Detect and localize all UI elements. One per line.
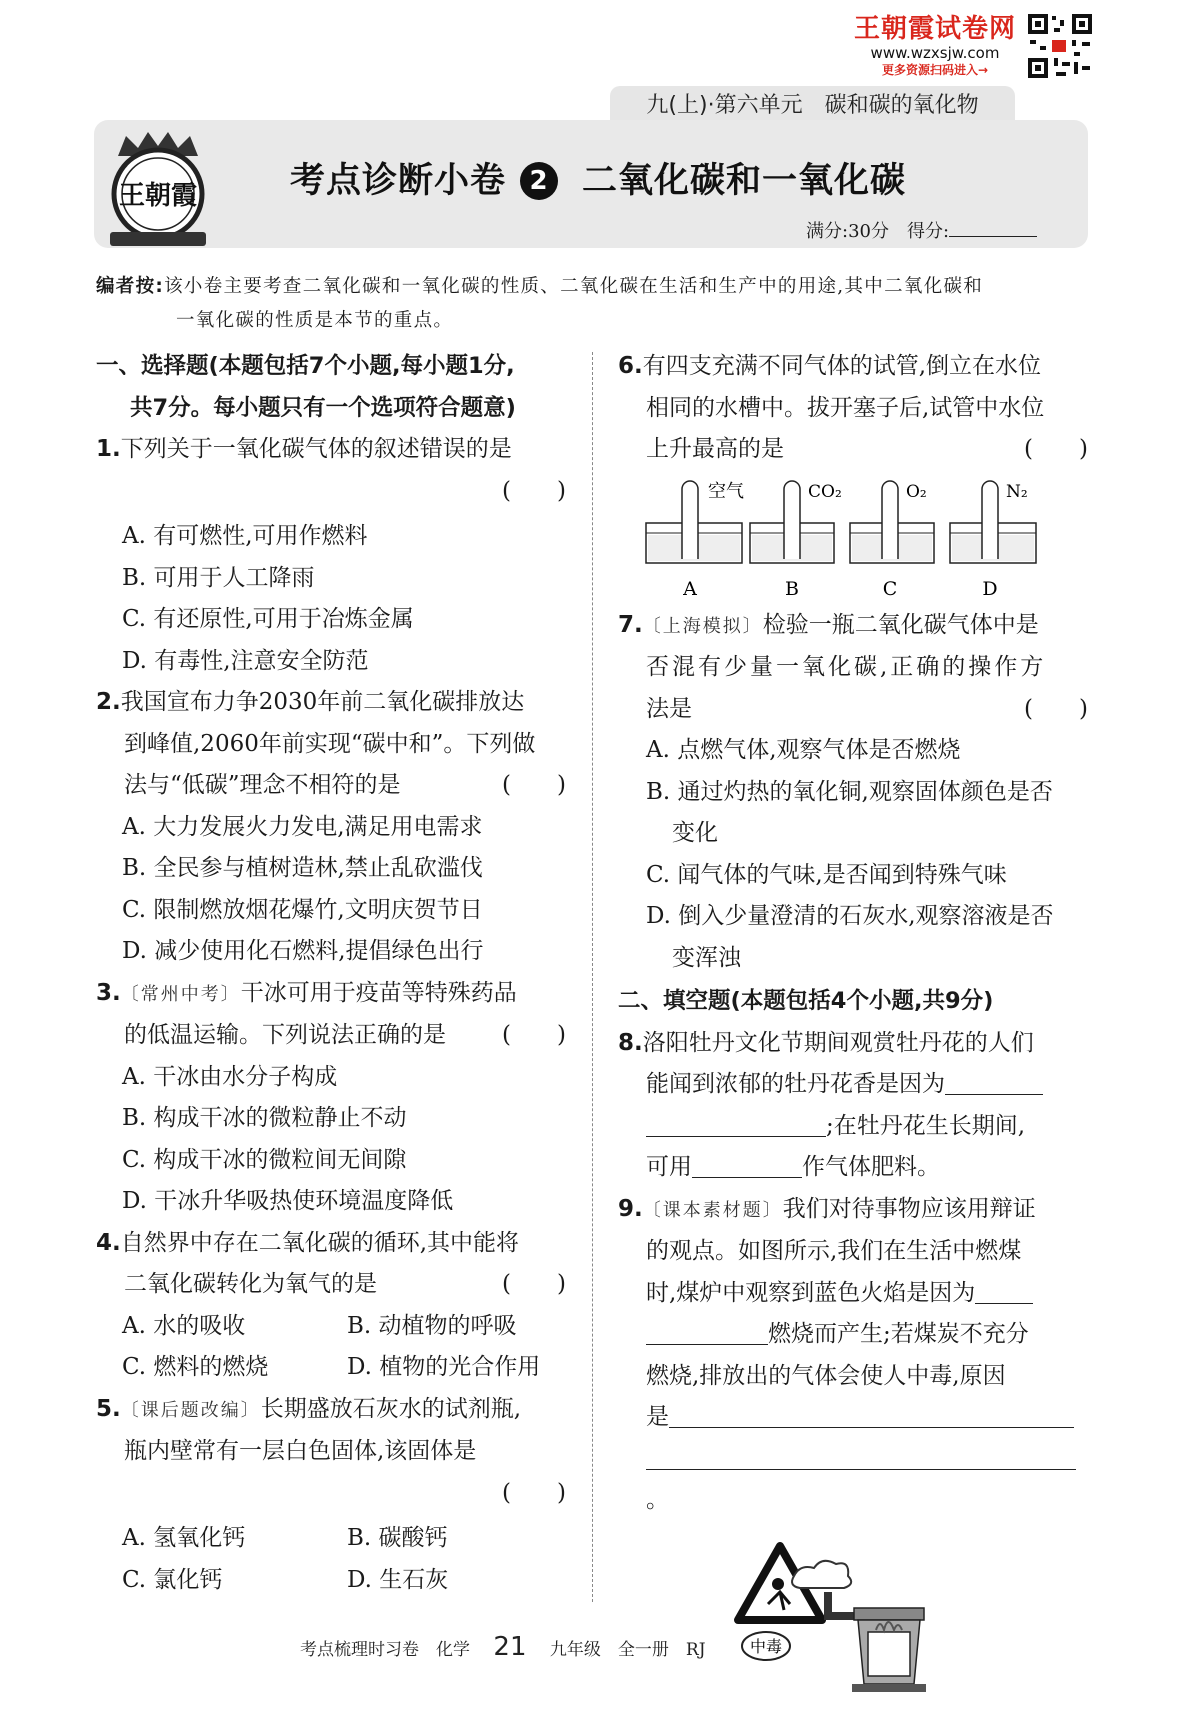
q3-option-a[interactable]: A. 干冰由水分子构成	[122, 1063, 338, 1090]
note-text: 该小卷主要考查二氧化碳和一氧化碳的性质、二氧化碳在生活和生产中的用途,其中二氧化碳和	[164, 276, 984, 297]
q5-option-b[interactable]: B. 碳酸钙	[347, 1525, 448, 1551]
q9-blank-2[interactable]	[669, 1401, 1074, 1428]
q8-number: 8.	[618, 1029, 643, 1056]
column-divider	[592, 352, 593, 1602]
title-number-badge: 2	[520, 162, 558, 200]
q6-test-tubes-figure	[618, 471, 1094, 601]
q8-blank-1-cont[interactable]	[646, 1110, 826, 1137]
score-line	[806, 218, 1086, 245]
q4-option-d[interactable]: D. 植物的光合作用	[347, 1354, 541, 1380]
editor-note	[96, 270, 1091, 338]
q8-blank-2[interactable]	[692, 1151, 802, 1178]
q7-option-d-cont: 变浑浊	[672, 944, 741, 971]
q4-option-b[interactable]: B. 动植物的呼吸	[347, 1312, 517, 1339]
q3-source: 〔常州中考〕	[120, 983, 241, 1005]
q7-option-b-cont: 变化	[672, 820, 718, 846]
q5-number: 5.	[96, 1395, 121, 1422]
q5-stem-2: 瓶内壁常有一层白色固体,该固体是	[124, 1438, 477, 1464]
q2-stem-3: 法与“低碳”理念不相符的是	[124, 772, 401, 798]
publisher-logo-icon	[104, 126, 212, 250]
q9-coal-stove-figure	[618, 1534, 1094, 1704]
left-column	[96, 346, 572, 1601]
q7-option-c[interactable]: C. 闻气体的气味,是否闻到特殊气味	[646, 861, 1007, 888]
q5-answer-paren[interactable]: ( )	[502, 1479, 566, 1506]
page-footer	[300, 1632, 900, 1665]
note-label: 编者按:	[96, 276, 165, 297]
figure-label: 中毒	[749, 1636, 783, 1656]
q3-option-b[interactable]: B. 构成干冰的微粒静止不动	[122, 1105, 407, 1131]
q9-line-4: 燃烧而产生;若煤炭不充分	[768, 1321, 1029, 1347]
q1-option-b[interactable]: B. 可用于人工降雨	[122, 564, 315, 591]
q2-stem-2: 到峰值,2060年前实现“碳中和”。下列做	[124, 730, 536, 757]
q4-stem-1: 自然界中存在二氧化碳的循环,其中能将	[120, 1229, 520, 1256]
q4-option-c[interactable]: C. 燃料的燃烧	[122, 1354, 269, 1380]
q4-option-a[interactable]: A. 水的吸收	[122, 1312, 246, 1339]
q8-line-4a: 可用	[646, 1154, 692, 1180]
q8-blank-1[interactable]	[945, 1068, 1043, 1095]
question-3	[96, 973, 572, 1223]
q8-line-2: 能闻到浓郁的牡丹花香是因为	[646, 1071, 945, 1097]
tube-b-gas: CO₂	[808, 481, 842, 502]
q7-option-d[interactable]: D. 倒入少量澄清的石灰水,观察溶液是否	[646, 903, 1054, 929]
q9-source: 〔课本素材题〕	[642, 1199, 783, 1221]
q5-option-a[interactable]: A. 氢氧化钙	[122, 1525, 246, 1551]
section-2-title: 二、填空题(本题包括4个小题,共9分)	[618, 988, 994, 1014]
q1-number: 1.	[96, 436, 121, 462]
question-7	[618, 605, 1094, 980]
q1-option-a[interactable]: A. 有可燃性,可用作燃料	[122, 523, 368, 549]
q2-option-d[interactable]: D. 减少使用化石燃料,提倡绿色出行	[122, 938, 484, 964]
question-1	[96, 429, 572, 682]
tube-c-label: C	[882, 577, 898, 600]
tube-a-label: A	[683, 577, 697, 600]
score-blank[interactable]	[949, 218, 1037, 237]
smoke-cloud-icon	[792, 1560, 851, 1587]
q6-stem-3: 上升最高的是	[646, 436, 784, 462]
q9-line-2: 的观点。如图所示,我们在生活中燃煤	[646, 1238, 1022, 1264]
title-prefix: 考点诊断小卷	[290, 161, 507, 201]
q4-answer-paren[interactable]: ( )	[502, 1271, 566, 1297]
question-8	[618, 1023, 1094, 1189]
tube-c	[850, 481, 934, 600]
tube-d-label: D	[982, 577, 998, 600]
question-4	[96, 1223, 572, 1389]
footer-left: 考点梳理时习卷 化学	[300, 1640, 470, 1660]
q9-blank-1-cont[interactable]	[646, 1318, 768, 1345]
q3-option-d[interactable]: D. 干冰升华吸热使环境温度降低	[122, 1188, 454, 1214]
q9-number: 9.	[618, 1195, 643, 1222]
logo-text: 王朝霞	[118, 181, 198, 211]
right-column	[618, 346, 1094, 1704]
q2-stem-1: 我国宣布力争2030年前二氧化碳排放达	[120, 689, 525, 715]
note-text-2: 一氧化碳的性质是本节的重点。	[176, 310, 454, 331]
q2-number: 2.	[96, 689, 121, 715]
brand-block	[850, 14, 1020, 78]
footer-right: 九年级 全一册 RJ	[549, 1640, 706, 1660]
q9-line-6: 是	[646, 1404, 669, 1430]
question-5	[96, 1389, 572, 1602]
q7-stem-1: 检验一瓶二氧化碳气体中是	[762, 611, 1039, 638]
question-9	[618, 1189, 1094, 1704]
q9-blank-1[interactable]	[975, 1277, 1033, 1304]
full-score: 满分:30分	[806, 221, 889, 242]
q1-stem: 下列关于一氧化碳气体的叙述错误的是	[120, 436, 512, 462]
q9-line-5: 燃烧,排放出的气体会使人中毒,原因	[646, 1362, 1006, 1389]
tube-d	[950, 481, 1036, 600]
question-6	[618, 346, 1094, 601]
q5-option-d[interactable]: D. 生石灰	[347, 1566, 449, 1593]
q3-option-c[interactable]: C. 构成干冰的微粒间无间隙	[122, 1146, 407, 1173]
tube-c-gas: O₂	[906, 481, 927, 502]
q7-option-a[interactable]: A. 点燃气体,观察气体是否燃烧	[646, 737, 961, 763]
q1-option-d[interactable]: D. 有毒性,注意安全防范	[122, 647, 369, 674]
title-main: 二氧化碳和一氧化碳	[582, 161, 907, 201]
q2-answer-paren[interactable]: ( )	[502, 772, 566, 798]
tube-d-gas: N₂	[1006, 481, 1028, 502]
tube-a	[646, 481, 744, 600]
q2-option-c[interactable]: C. 限制燃放烟花爆竹,文明庆贺节日	[122, 896, 483, 923]
q5-stem-1: 长期盛放石灰水的试剂瓶,	[260, 1395, 522, 1422]
paper-title	[290, 156, 1010, 206]
q6-stem-2: 相同的水槽中。拔开塞子后,试管中水位	[646, 394, 1045, 421]
section-1-line-2: 共7分。每小题只有一个选项符合题意)	[130, 394, 516, 421]
question-2	[96, 682, 572, 973]
q5-source: 〔课后题改编〕	[120, 1399, 261, 1421]
q7-number: 7.	[618, 611, 643, 638]
q8-line-4b: 作气体肥料。	[802, 1154, 940, 1180]
q3-number: 3.	[96, 979, 121, 1006]
section-1-title	[96, 346, 572, 429]
q1-option-c[interactable]: C. 有还原性,可用于冶炼金属	[122, 606, 414, 632]
section-1-line-1: 一、选择题(本题包括7个小题,每小题1分,	[96, 353, 515, 379]
q2-option-b[interactable]: B. 全民参与植树造林,禁止乱砍滥伐	[122, 855, 483, 881]
q4-number: 4.	[96, 1229, 121, 1256]
q7-stem-3: 法是	[646, 695, 692, 722]
brand-name: 王朝霞试卷网	[853, 14, 1016, 44]
q9-blank-2-cont[interactable]	[646, 1443, 1076, 1470]
q7-option-b[interactable]: B. 通过灼热的氧化铜,观察固体颜色是否	[646, 778, 1053, 805]
q2-option-a[interactable]: A. 大力发展火力发电,满足用电需求	[122, 813, 483, 840]
q3-stem-1: 干冰可用于疫苗等特殊药品	[240, 979, 517, 1006]
q7-stem-2: 否混有少量一氧化碳,正确的操作方	[646, 654, 1047, 680]
q6-answer-paren[interactable]: ( )	[1024, 436, 1088, 462]
q1-answer-paren[interactable]: ( )	[502, 477, 566, 504]
q5-option-c[interactable]: C. 氯化钙	[122, 1566, 223, 1593]
q4-stem-2: 二氧化碳转化为氧气的是	[124, 1271, 377, 1297]
q9-line-3: 时,煤炉中观察到蓝色火焰是因为	[646, 1279, 976, 1306]
tube-b-label: B	[785, 577, 799, 600]
q8-line-1: 洛阳牡丹文化节期间观赏牡丹花的人们	[642, 1029, 1034, 1056]
q9-end: 。	[646, 1487, 669, 1513]
brand-url[interactable]: www.wzxsjw.com	[870, 44, 1000, 62]
tube-a-gas: 空气	[708, 480, 744, 502]
brand-scan-text: 更多资源扫码进入→	[881, 63, 989, 77]
q7-answer-paren[interactable]: ( )	[1024, 695, 1088, 722]
tube-b	[750, 481, 842, 600]
q7-source: 〔上海模拟〕	[642, 615, 763, 637]
q3-stem-2: 的低温运输。下列说法正确的是	[124, 1022, 446, 1048]
q6-stem-1: 有四支充满不同气体的试管,倒立在水位	[642, 353, 1042, 379]
q8-line-3: ;在牡丹花生长期间,	[826, 1112, 1026, 1139]
q6-number: 6.	[618, 353, 643, 379]
qr-code-icon[interactable]	[1026, 12, 1094, 80]
q9-line-1: 我们对待事物应该用辩证	[782, 1195, 1036, 1222]
q3-answer-paren[interactable]: ( )	[502, 1022, 566, 1048]
unit-tab: 九(上)·第六单元 碳和碳的氧化物	[610, 86, 1015, 126]
page-number: 21	[493, 1632, 527, 1662]
score-label: 得分:	[906, 221, 950, 242]
